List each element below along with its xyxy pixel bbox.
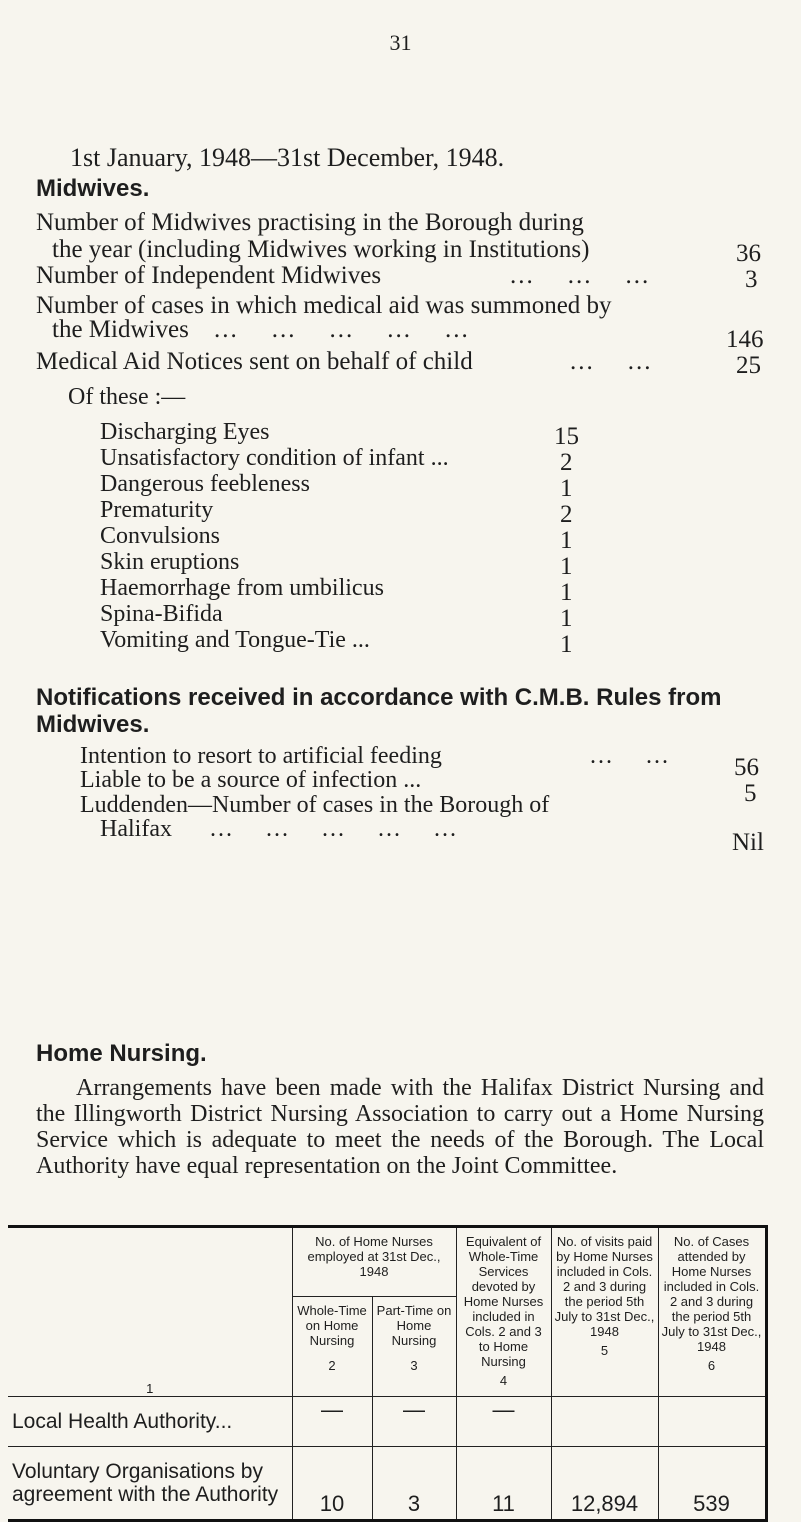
luddenden-label-1: Luddenden—Number of cases in the Borough of: [80, 792, 550, 818]
of-these-label: Of these :—: [68, 384, 186, 410]
part-time-header: Part-Time on Home Nursing 3: [372, 1297, 456, 1397]
notices-value: 25: [736, 352, 761, 379]
condition-value: 1: [560, 579, 573, 606]
condition-label: Spina-Bifida: [100, 601, 223, 627]
practising-label-2: the year (including Midwives working in Institutions): [52, 236, 590, 263]
row-label: Voluntary Organisations by agreement with the Authority: [8, 1447, 292, 1521]
leader-dots: ... ...: [570, 348, 653, 375]
leader-dots: ... ... ...: [510, 262, 651, 289]
report-period: 1st January, 1948—31st December, 1948.: [70, 143, 505, 172]
home-nursing-paragraph: [36, 1075, 764, 1179]
cases-cell: 539: [658, 1447, 766, 1521]
condition-value: 2: [560, 501, 573, 528]
condition-label: Unsatisfactory condition of infant ...: [100, 445, 449, 471]
infection-label: Liable to be a source of infection ...: [80, 767, 422, 793]
condition-label: Prematurity: [100, 497, 214, 523]
whole-time-header: Whole-Time on Home Nursing 2: [292, 1297, 372, 1397]
cases-label-1: Number of cases in which medical aid was summoned by: [36, 292, 612, 319]
condition-label: Discharging Eyes: [100, 419, 270, 445]
condition-value: 1: [560, 475, 573, 502]
condition-value: 1: [560, 631, 573, 658]
luddenden-value: Nil: [732, 829, 764, 856]
condition-label: Convulsions: [100, 523, 221, 549]
artificial-feeding-value: 56: [734, 754, 759, 781]
paragraph-text: Arrangements have been made with the Halifax District Nursing and the Illingworth District Nursing Association to carry out a Home Nursing Service which is adequate to meet the needs of the Borough. The Local Authority have equal representation on the Joint Committee.: [36, 1075, 764, 1179]
home-nursing-heading: Home Nursing.: [36, 1040, 207, 1067]
nurses-employed-header: No. of Home Nurses employed at 31st Dec., 1948: [292, 1227, 456, 1297]
independent-value: 3: [745, 266, 758, 293]
leader-dots: ... ... ... ... ...: [214, 316, 470, 343]
condition-value: 1: [560, 605, 573, 632]
condition-value: 2: [560, 449, 573, 476]
equivalent-cell: 11: [456, 1447, 551, 1521]
leader-dots: ... ... ... ... ...: [210, 816, 458, 842]
part-time-cell: 3: [372, 1447, 456, 1521]
part-time-cell: —: [372, 1397, 456, 1447]
whole-time-cell: 10: [292, 1447, 372, 1521]
col-number: 1: [8, 1227, 292, 1397]
row-label: Local Health Authority...: [8, 1397, 292, 1447]
notifications-heading: Notifications received in accordance with C.M.B. Rules from: [36, 684, 722, 711]
practising-label-1: Number of Midwives practising in the Borough during: [36, 209, 584, 236]
condition-label: Haemorrhage from umbilicus: [100, 575, 384, 601]
cases-value: 146: [726, 326, 764, 353]
visits-cell: [551, 1397, 658, 1447]
home-nursing-table: [8, 1225, 768, 1522]
practising-value: 36: [736, 240, 761, 267]
condition-label: Vomiting and Tongue-Tie ...: [100, 627, 370, 653]
visits-cell: 12,894: [551, 1447, 658, 1521]
notices-label: Medical Aid Notices sent on behalf of child: [36, 348, 473, 375]
artificial-feeding-label: Intention to resort to artificial feeding: [80, 743, 442, 769]
condition-label: Skin eruptions: [100, 549, 240, 575]
luddenden-label-2: Halifax: [100, 816, 172, 842]
equivalent-cell: —: [456, 1397, 551, 1447]
cases-label-2: the Midwives: [52, 316, 189, 343]
condition-value: 1: [560, 553, 573, 580]
independent-label: Number of Independent Midwives: [36, 262, 382, 289]
table-row: [8, 1397, 766, 1447]
condition-value: 1: [560, 527, 573, 554]
page-number: 31: [389, 30, 412, 55]
condition-value: 15: [554, 423, 579, 450]
equivalent-header: Equivalent of Whole-Time Services devoted by Home Nurses included in Cols. 2 and 3 to Home Nursing 4: [456, 1227, 551, 1397]
notifications-heading-2: Midwives.: [36, 711, 150, 738]
table-row: [8, 1447, 766, 1521]
cases-cell: [658, 1397, 766, 1447]
whole-time-cell: —: [292, 1397, 372, 1447]
infection-value: 5: [744, 780, 757, 807]
condition-label: Dangerous feebleness: [100, 471, 310, 497]
midwives-heading: Midwives.: [36, 175, 150, 202]
leader-dots: ... ...: [590, 743, 670, 769]
visits-header: No. of visits paid by Home Nurses included in Cols. 2 and 3 during the period 5th July to 31st Dec., 1948 5: [551, 1227, 658, 1397]
cases-header: No. of Cases attended by Home Nurses included in Cols. 2 and 3 during the period 5th July to 31st Dec., 1948 6: [658, 1227, 766, 1397]
